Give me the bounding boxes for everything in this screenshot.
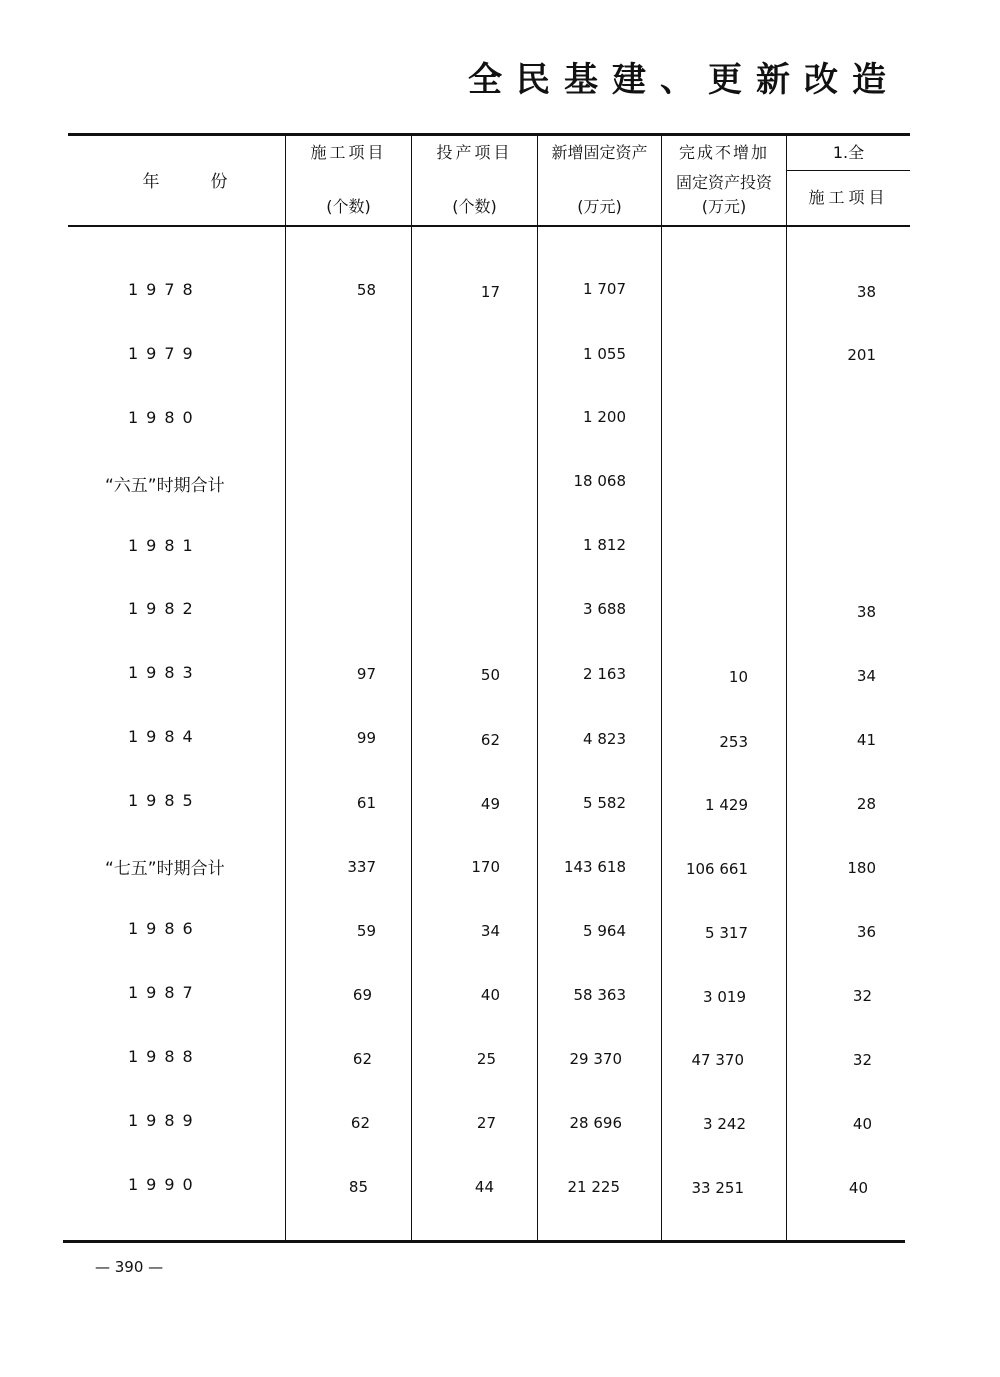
col-divider-4 — [661, 136, 662, 1240]
cell-new-fixed-assets: 2 163 — [583, 665, 626, 683]
header-col5-top: 1.全 — [832, 143, 865, 162]
cell-production-projects: 62 — [480, 731, 500, 749]
year-cell: 1989 — [128, 1111, 201, 1130]
cell-non-increasing-investment: 106 661 — [685, 860, 748, 878]
col-divider-3 — [537, 136, 538, 1240]
cell-col5: 34 — [856, 667, 876, 685]
cell-col5: 40 — [852, 1115, 872, 1133]
cell-production-projects: 50 — [480, 666, 500, 684]
year-cell: “七五”时期合计 — [105, 859, 225, 879]
header-col4-unit: (万元) — [701, 197, 747, 216]
cell-construction-projects: 62 — [350, 1114, 370, 1132]
year-cell: 1990 — [128, 1175, 201, 1194]
header-col3-unit: (万元) — [577, 197, 622, 216]
header-col2: 投产项目 — [436, 143, 513, 162]
col-divider-2 — [411, 136, 412, 1240]
cell-non-increasing-investment: 5 317 — [705, 924, 748, 942]
year-cell: 1981 — [128, 536, 201, 555]
cell-non-increasing-investment: 1 429 — [705, 796, 748, 814]
table-bottom-rule — [63, 1240, 905, 1243]
cell-production-projects: 25 — [476, 1050, 496, 1068]
cell-new-fixed-assets: 4 823 — [583, 730, 626, 748]
cell-non-increasing-investment: 3 242 — [703, 1115, 746, 1133]
cell-col5: 36 — [856, 923, 876, 941]
header-bottom-rule — [68, 225, 910, 227]
cell-new-fixed-assets: 1 055 — [583, 345, 626, 363]
cell-col5: 38 — [856, 603, 876, 621]
cell-construction-projects: 99 — [356, 729, 376, 747]
year-cell: 1978 — [128, 280, 201, 299]
page-title: 全民基建、更新改造 — [468, 60, 900, 100]
cell-new-fixed-assets: 1 707 — [583, 280, 626, 298]
cell-non-increasing-investment: 33 251 — [691, 1179, 744, 1197]
cell-non-increasing-investment: 253 — [719, 733, 748, 751]
cell-new-fixed-assets: 1 812 — [583, 536, 626, 554]
cell-non-increasing-investment: 10 — [728, 668, 748, 686]
cell-construction-projects: 58 — [356, 281, 376, 299]
cell-new-fixed-assets: 143 618 — [563, 858, 626, 876]
cell-new-fixed-assets: 5 964 — [583, 922, 626, 940]
year-cell: 1982 — [128, 599, 201, 618]
cell-new-fixed-assets: 5 582 — [583, 794, 626, 812]
cell-new-fixed-assets: 18 068 — [573, 472, 626, 490]
cell-col5: 201 — [847, 346, 876, 364]
cell-new-fixed-assets: 3 688 — [583, 600, 626, 618]
year-cell: 1988 — [128, 1047, 201, 1066]
year-cell: 1984 — [128, 727, 201, 746]
cell-col5: 32 — [852, 987, 872, 1005]
cell-col5: 32 — [852, 1051, 872, 1069]
cell-col5: 180 — [847, 859, 876, 877]
header-col4-line2: 固定资产投资 — [675, 173, 772, 192]
cell-production-projects: 40 — [480, 986, 500, 1004]
year-cell: 1979 — [128, 344, 201, 363]
cell-new-fixed-assets: 21 225 — [567, 1178, 620, 1196]
cell-col5: 28 — [856, 795, 876, 813]
cell-construction-projects: 62 — [352, 1050, 372, 1068]
year-cell: 1987 — [128, 983, 201, 1002]
cell-non-increasing-investment: 3 019 — [703, 988, 746, 1006]
cell-col5: 41 — [856, 731, 876, 749]
year-cell: 1980 — [128, 408, 201, 427]
cell-new-fixed-assets: 1 200 — [583, 408, 626, 426]
cell-construction-projects: 85 — [348, 1178, 368, 1196]
header-col4-line1: 完成不增加 — [678, 143, 769, 162]
year-cell: 1983 — [128, 663, 201, 682]
cell-non-increasing-investment: 47 370 — [691, 1051, 744, 1069]
header-col5: 施工项目 — [808, 188, 889, 207]
cell-production-projects: 49 — [480, 795, 500, 813]
cell-col5: 40 — [848, 1179, 868, 1197]
header-col1-unit: (个数) — [326, 197, 371, 216]
year-cell: 1986 — [128, 919, 201, 938]
col-divider-5 — [786, 136, 787, 1240]
cell-production-projects: 27 — [476, 1114, 496, 1132]
table-top-rule — [68, 133, 910, 136]
header-col2-unit: (个数) — [452, 197, 497, 216]
cell-col5: 38 — [856, 283, 876, 301]
year-cell: 1985 — [128, 791, 201, 810]
header-col3: 新增固定资产 — [551, 143, 648, 162]
year-cell: “六五”时期合计 — [105, 476, 225, 496]
cell-new-fixed-assets: 28 696 — [569, 1114, 622, 1132]
cell-production-projects: 17 — [480, 283, 500, 301]
header-year: 年 份 — [142, 172, 228, 192]
cell-production-projects: 34 — [480, 922, 500, 940]
cell-production-projects: 170 — [471, 858, 500, 876]
cell-new-fixed-assets: 58 363 — [573, 986, 626, 1004]
col5-header-divider — [787, 170, 910, 171]
cell-construction-projects: 61 — [356, 794, 376, 812]
cell-new-fixed-assets: 29 370 — [569, 1050, 622, 1068]
cell-construction-projects: 97 — [356, 665, 376, 683]
header-col1: 施工项目 — [310, 143, 387, 162]
cell-construction-projects: 69 — [352, 986, 372, 1004]
cell-production-projects: 44 — [474, 1178, 494, 1196]
cell-construction-projects: 337 — [347, 858, 376, 876]
page-number: — 390 — — [95, 1258, 164, 1276]
col-divider-1 — [285, 136, 286, 1240]
cell-construction-projects: 59 — [356, 922, 376, 940]
